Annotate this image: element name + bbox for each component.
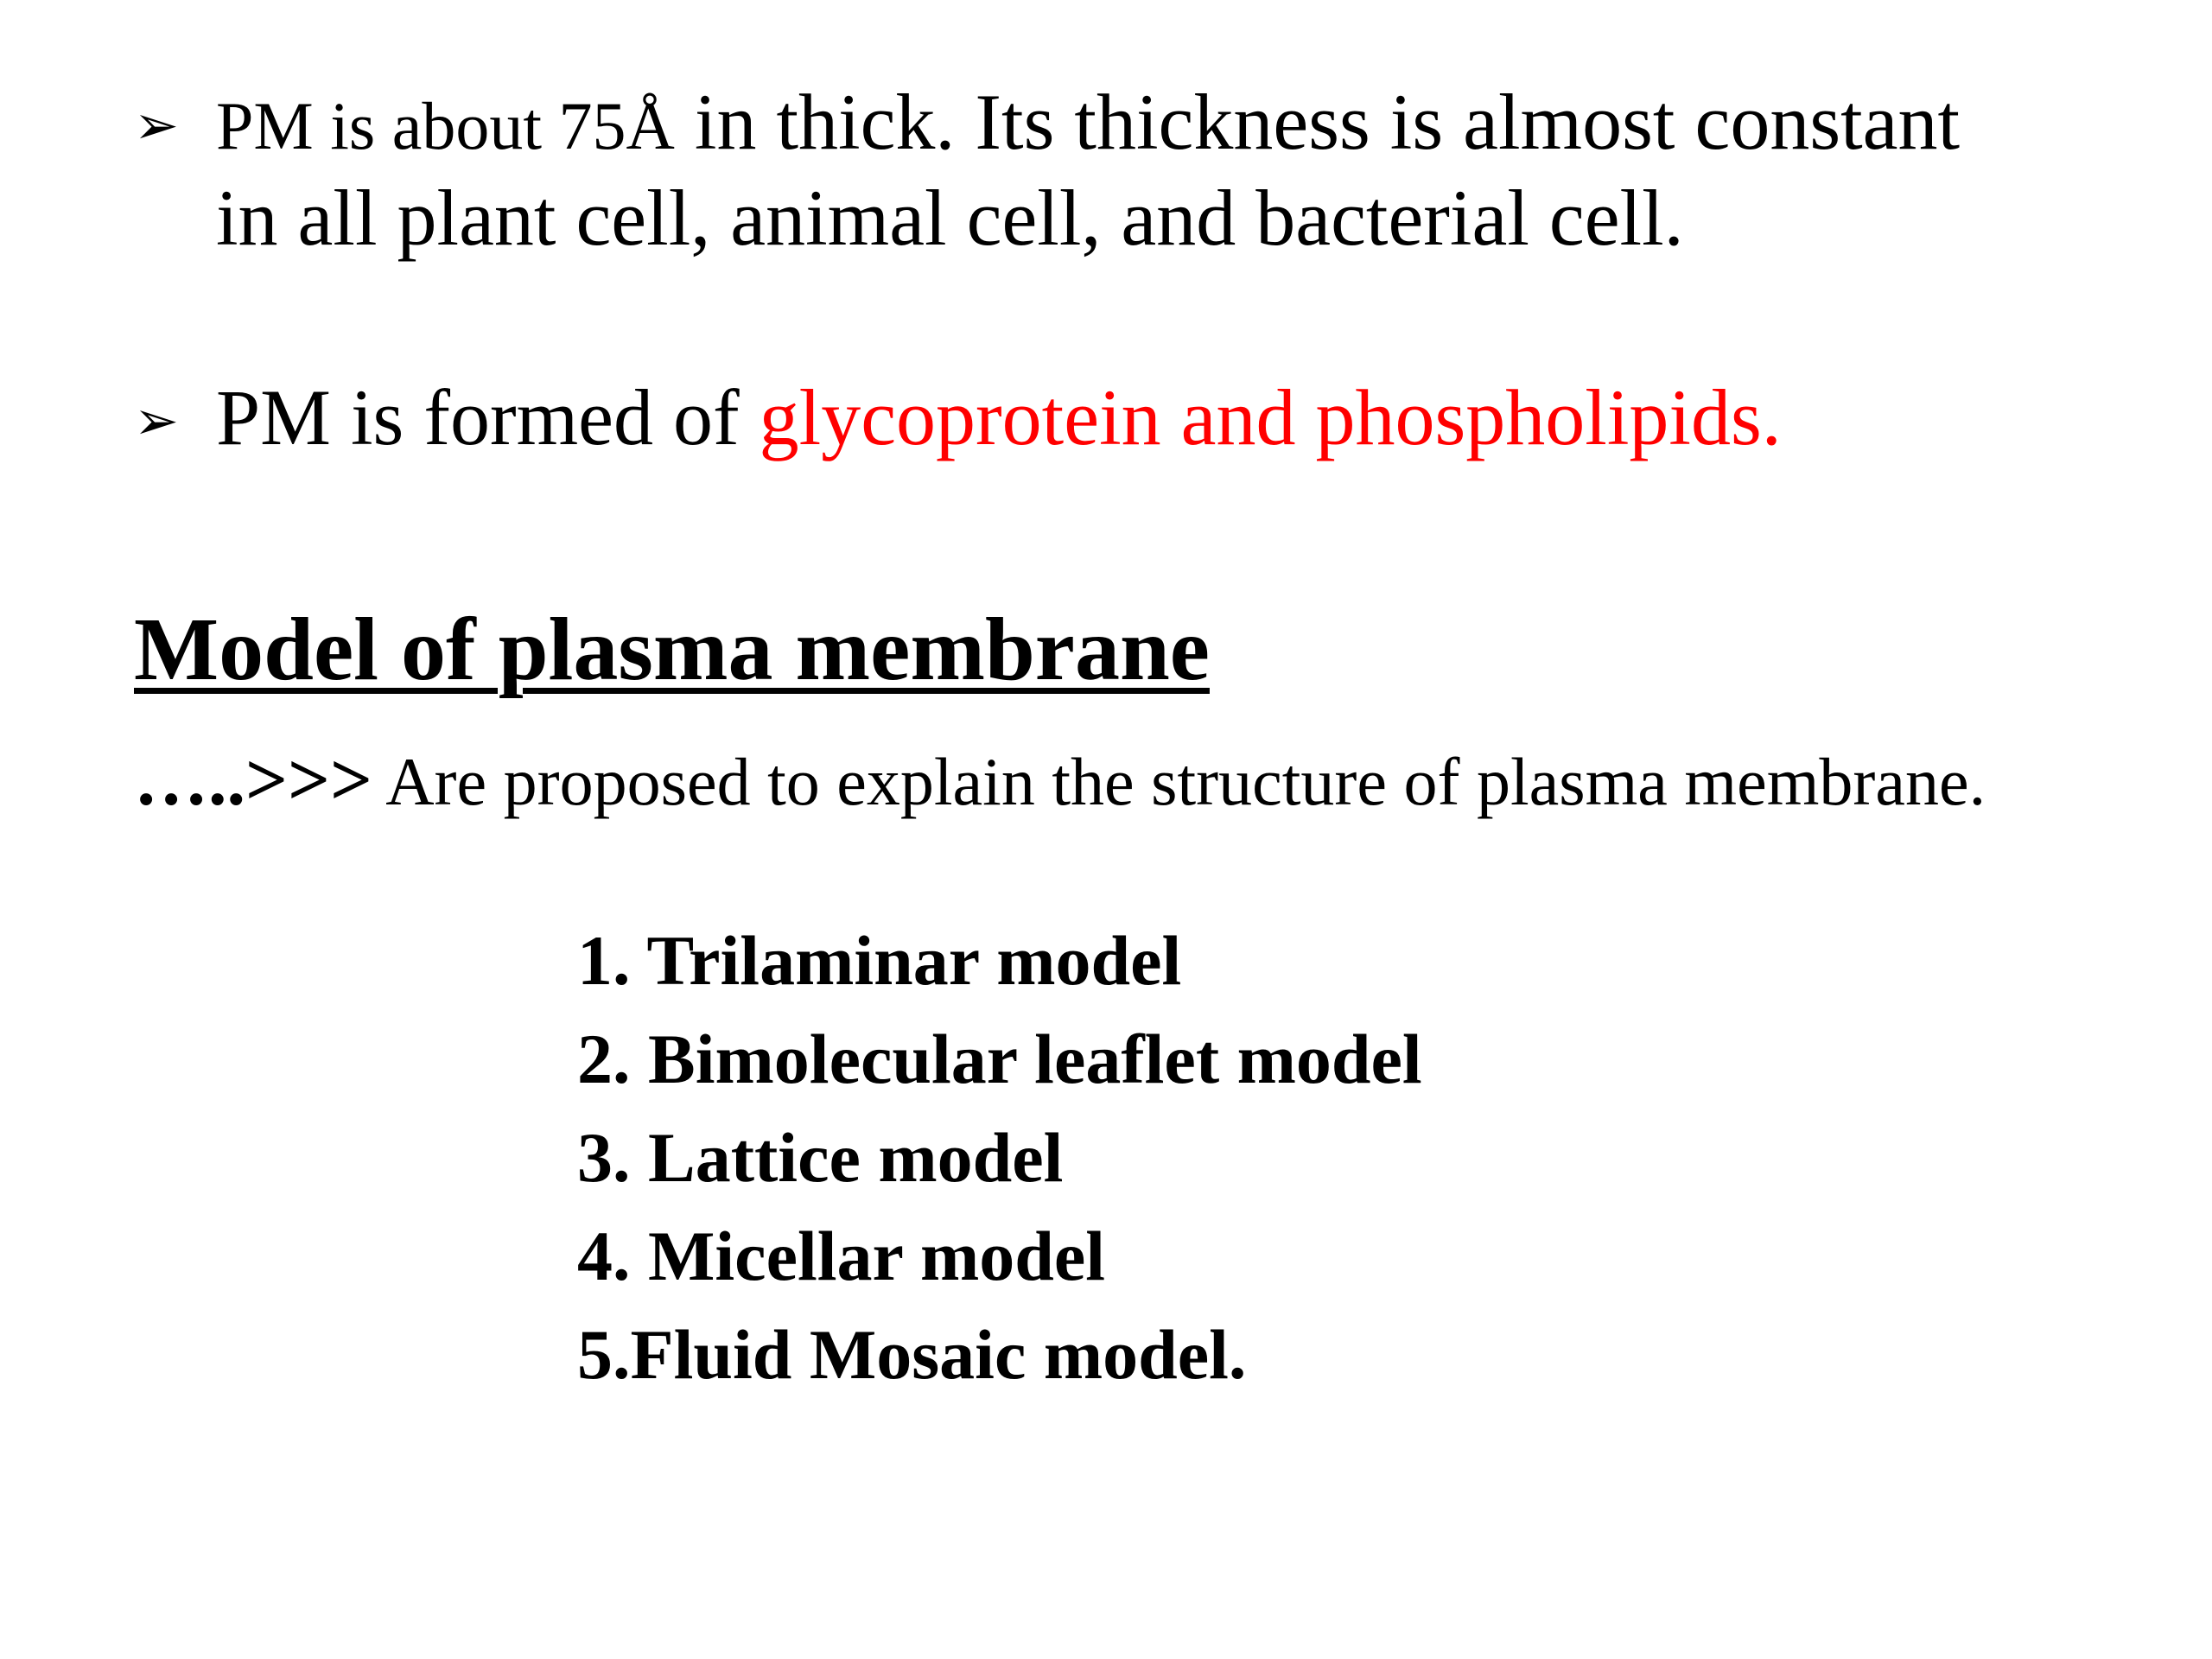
list-item: 3. Lattice model bbox=[577, 1118, 1064, 1197]
list-item: 5.Fluid Mosaic model. bbox=[577, 1315, 1247, 1394]
list-item: 1. Trilaminar model bbox=[577, 921, 1182, 1000]
arrowhead-bullet-icon: ➢ bbox=[134, 389, 179, 452]
intro-arrows: …..>>> bbox=[134, 738, 373, 821]
list-item: 4. Micellar model bbox=[577, 1217, 1106, 1295]
bullet-composition-highlight: glycoprotein and phospholipids. bbox=[759, 373, 1782, 461]
bullet-composition-lead: PM is formed of bbox=[216, 373, 760, 461]
section-heading: Model of plasma membrane bbox=[134, 600, 1210, 699]
list-item: 2. Bimolecular leaflet model bbox=[577, 1020, 1422, 1098]
bullet-composition-text bbox=[216, 372, 2031, 464]
model-list bbox=[577, 912, 1422, 1404]
bullet-thickness-text bbox=[216, 76, 2031, 264]
intro-text: Are proposed to explain the structure of plasma membrane. bbox=[372, 744, 1986, 819]
bullet-thickness-rest: in thick. Its thickness is almost constant in all plant cell, animal cell, and bacterial cell. bbox=[216, 78, 1961, 262]
bullet-thickness-lead: PM is about 75Å bbox=[216, 88, 675, 163]
arrowhead-bullet-icon: ➢ bbox=[134, 93, 179, 156]
section-intro bbox=[134, 739, 2078, 823]
